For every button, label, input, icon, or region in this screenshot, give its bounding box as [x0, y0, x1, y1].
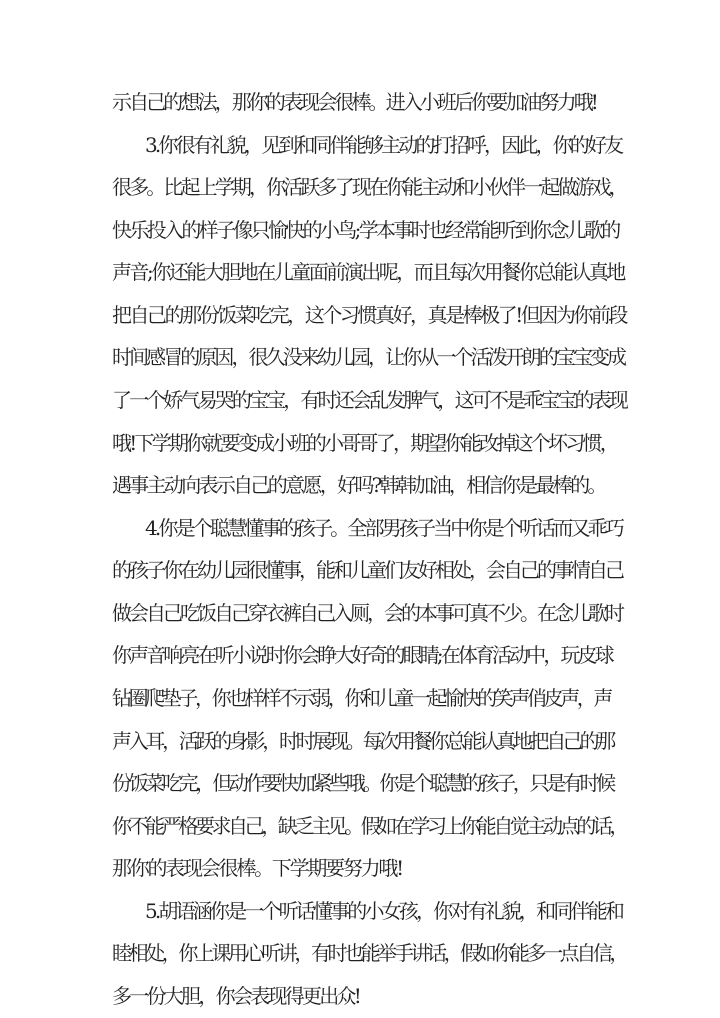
text-line: 把自己的那份饭菜吃完，这个习惯真好，真是棒极了!但因为你前段: [112, 302, 626, 327]
text-line: 了一个娇气易哭的宝宝，有时还会乱发脾气，这可不是乖宝宝的表现: [112, 388, 626, 412]
text-line: 钻圈爬垫子，你也样样不示弱，你和儿童一起愉快的笑声俏皮声，声: [112, 686, 610, 710]
text-line: 4.你是个聪慧懂事的孩子。全部男孩子当中你是个听话而又乖巧: [145, 515, 623, 540]
text-line: 多一份大胆，你会表现得更出众!: [112, 984, 360, 1008]
text-line: 哦!下学期你就要变成小班的小哥哥了，期望你能改掉这个坏习惯，: [112, 430, 617, 455]
text-line: 3.你很有礼貌，见到和同伴能够主动的打招呼，因此，你的好友: [145, 132, 622, 157]
text-line: 很多。比起上学期，你活跃多了现在你能主动和小伙伴一起做游戏，: [112, 175, 626, 200]
text-line: 遇事主动向表示自己的意愿，好吗?韩韩加油，相信你是最棒的。: [112, 473, 605, 498]
text-line: 声音;你还能大胆地在儿童面前演出呢，而且每次用餐你总能认真地: [112, 260, 624, 285]
text-line: 做会自己吃饭自己穿衣裤自己入厕，会的本事可真不少。在念儿歌时: [112, 600, 622, 625]
text-line: 那你的表现会很棒。下学期要努力哦!: [112, 856, 402, 881]
text-line: 示自己的想法，那你的表现会很棒。进入小班后你要加油努力哦!: [112, 90, 596, 114]
text-line: 快乐投入的样子像只愉快的小鸟;学本事时也经常能听到你念儿歌的: [112, 217, 619, 242]
text-line: 份饭菜吃完，但动作要快加紧些哦。你是个聪慧的孩子，只是有时候: [112, 771, 613, 796]
text-line: 你声音响亮在听小说时你会睁大好奇的眼睛;在体育活动中，玩皮球: [112, 643, 612, 668]
text-line: 声入耳，活跃的身影，时时展现。每次用餐你总能认真地把自己的那: [112, 728, 613, 753]
text-line: 你不能严格要求自己，缺乏主见。假如在学习上你能自觉主动点的话，: [112, 813, 626, 838]
text-line: 的孩子你在幼儿园很懂事，能和儿童们友好相处，会自己的事情自己: [112, 558, 622, 583]
text-line: 睦相处，你上课用心听讲，有时也能举手讲话，假如你能多一点自信，: [112, 941, 626, 966]
text-line: 时间感冒的原因，很久没来幼儿园，让你从一个活泼开朗的宝宝变成: [112, 345, 625, 370]
text-line: 5.胡语涵你是一个听话懂事的小女孩，你对有礼貌，和同伴能和: [145, 898, 623, 923]
